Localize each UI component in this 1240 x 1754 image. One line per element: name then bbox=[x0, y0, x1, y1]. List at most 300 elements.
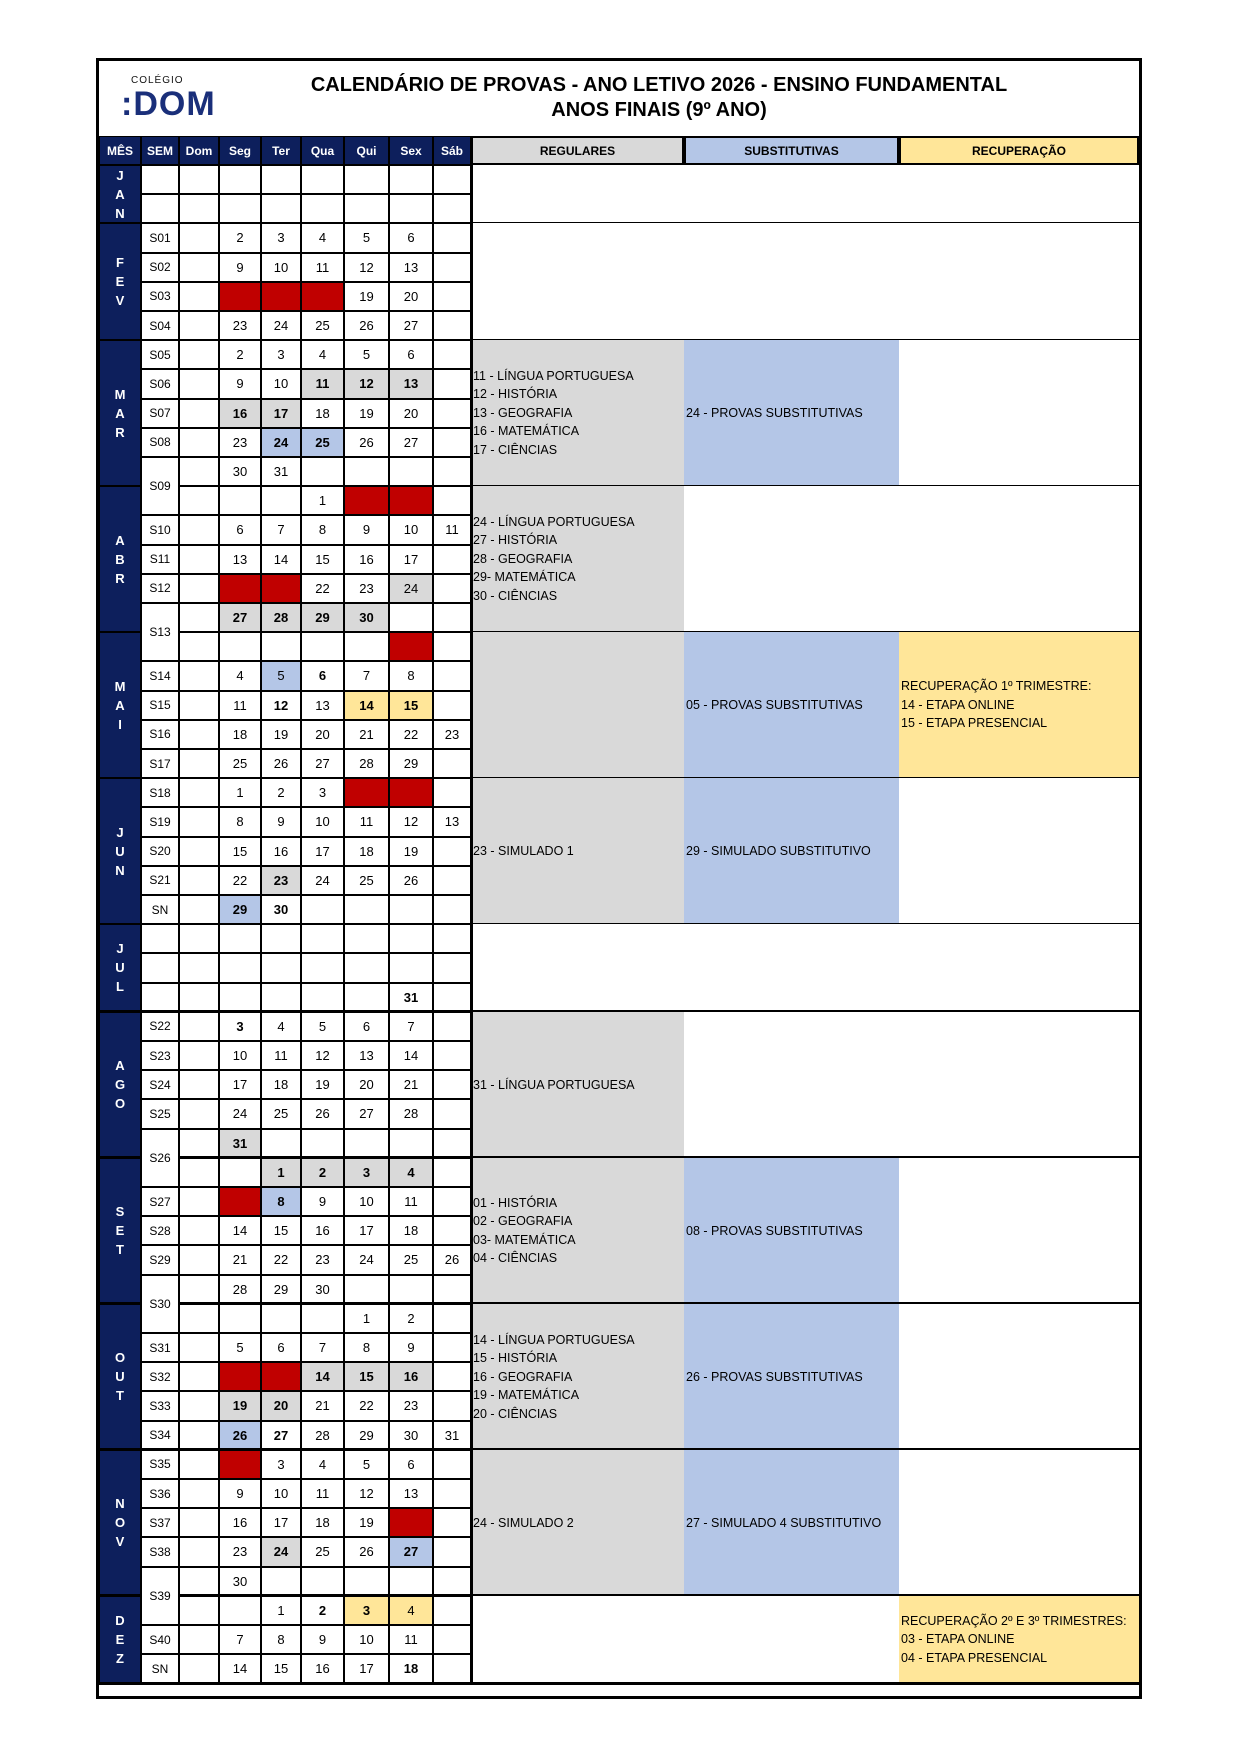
day-cell bbox=[433, 1596, 471, 1625]
week-label: S39 bbox=[141, 1567, 179, 1625]
day-cell: 12 bbox=[261, 691, 301, 720]
day-cell bbox=[433, 1333, 471, 1362]
month-letter: S bbox=[115, 1204, 125, 1220]
day-cell: 15 bbox=[344, 1362, 389, 1391]
day-cell: 24 bbox=[301, 866, 344, 895]
month-letter: J bbox=[116, 941, 124, 957]
day-cell bbox=[344, 457, 389, 486]
day-cell bbox=[261, 486, 301, 515]
day-cell: 27 bbox=[344, 1099, 389, 1128]
exam-entry: 16 - MATEMÁTICA bbox=[473, 424, 580, 439]
week-label: S01 bbox=[141, 223, 179, 252]
day-cell: 29 bbox=[389, 749, 433, 778]
day-cell: 19 bbox=[219, 1391, 261, 1420]
day-cell bbox=[344, 895, 389, 924]
day-cell bbox=[219, 282, 261, 311]
day-cell: 7 bbox=[219, 1625, 261, 1654]
day-cell bbox=[179, 574, 219, 603]
exam-block-substitutivas bbox=[684, 223, 899, 340]
month-label-mar bbox=[99, 340, 141, 486]
day-cell: 12 bbox=[344, 253, 389, 282]
day-cell bbox=[179, 691, 219, 720]
day-cell bbox=[344, 1275, 389, 1304]
day-cell: 14 bbox=[219, 1216, 261, 1245]
day-cell bbox=[433, 632, 471, 661]
day-cell bbox=[301, 1129, 344, 1158]
column-header-8: Sáb bbox=[433, 136, 471, 165]
day-cell: 10 bbox=[344, 1187, 389, 1216]
day-cell bbox=[433, 253, 471, 282]
day-cell: 30 bbox=[344, 603, 389, 632]
day-cell: 9 bbox=[344, 515, 389, 544]
month-label-jun bbox=[99, 778, 141, 924]
week-label: S40 bbox=[141, 1625, 179, 1654]
exam-block-substitutivas bbox=[684, 165, 899, 223]
day-cell bbox=[433, 1216, 471, 1245]
day-cell: 2 bbox=[301, 1158, 344, 1187]
exam-entry: RECUPERAÇÃO 1º TRIMESTRE: bbox=[901, 679, 1092, 694]
day-cell bbox=[261, 1567, 301, 1596]
day-cell bbox=[261, 983, 301, 1012]
exam-entry: 20 - CIÊNCIAS bbox=[473, 1406, 558, 1421]
day-cell bbox=[389, 1129, 433, 1158]
exam-block-recuperacao bbox=[899, 165, 1139, 223]
day-cell: 23 bbox=[219, 311, 261, 340]
day-cell: 26 bbox=[261, 749, 301, 778]
week-label: S21 bbox=[141, 866, 179, 895]
day-cell: 23 bbox=[389, 1391, 433, 1420]
day-cell: 8 bbox=[389, 661, 433, 690]
exam-block-substitutivas bbox=[684, 1596, 899, 1684]
day-cell: 17 bbox=[301, 837, 344, 866]
month-letter: M bbox=[114, 678, 126, 694]
day-cell bbox=[433, 661, 471, 690]
month-letter: U bbox=[115, 1369, 125, 1385]
day-cell bbox=[219, 1450, 261, 1479]
day-cell: 31 bbox=[433, 1421, 471, 1450]
exam-block-recuperacao bbox=[899, 1158, 1139, 1304]
header-regulares: REGULARES bbox=[471, 136, 684, 165]
day-cell bbox=[179, 1333, 219, 1362]
day-cell bbox=[433, 1391, 471, 1420]
exam-block-regulares bbox=[471, 1012, 684, 1158]
day-cell bbox=[433, 340, 471, 369]
day-cell: 25 bbox=[389, 1245, 433, 1274]
day-cell bbox=[389, 194, 433, 223]
day-cell bbox=[433, 1567, 471, 1596]
day-cell: 2 bbox=[219, 223, 261, 252]
day-cell: 30 bbox=[301, 1275, 344, 1304]
day-cell bbox=[433, 1012, 471, 1041]
exam-entry: 04 - CIÊNCIAS bbox=[473, 1251, 558, 1266]
exam-block-regulares bbox=[471, 223, 684, 340]
day-cell: 15 bbox=[261, 1654, 301, 1683]
day-cell: 29 bbox=[261, 1275, 301, 1304]
exam-entry: 28 - GEOGRAFIA bbox=[473, 551, 573, 566]
day-cell: 11 bbox=[344, 807, 389, 836]
day-cell bbox=[389, 1567, 433, 1596]
day-cell bbox=[433, 223, 471, 252]
day-cell: 26 bbox=[219, 1421, 261, 1450]
exam-entry: 23 - SIMULADO 1 bbox=[473, 843, 574, 858]
week-label: S31 bbox=[141, 1333, 179, 1362]
column-header-0: MÊS bbox=[99, 136, 141, 165]
day-cell bbox=[433, 983, 471, 1012]
week-label: S16 bbox=[141, 720, 179, 749]
logo-caption: COLÉGIO bbox=[131, 75, 184, 86]
day-cell: 25 bbox=[219, 749, 261, 778]
exam-block-substitutivas bbox=[684, 486, 899, 632]
day-cell bbox=[261, 165, 301, 194]
exam-entry: 27 - HISTÓRIA bbox=[473, 533, 558, 548]
day-cell bbox=[344, 194, 389, 223]
day-cell bbox=[433, 1654, 471, 1683]
day-cell bbox=[179, 1479, 219, 1508]
day-cell bbox=[179, 1362, 219, 1391]
day-cell: 7 bbox=[301, 1333, 344, 1362]
column-header-3: Seg bbox=[219, 136, 261, 165]
day-cell: 22 bbox=[389, 720, 433, 749]
week-label: S03 bbox=[141, 282, 179, 311]
day-cell bbox=[179, 1012, 219, 1041]
day-cell bbox=[179, 1537, 219, 1566]
header-substitutivas: SUBSTITUTIVAS bbox=[684, 136, 899, 165]
exam-block-recuperacao bbox=[899, 1304, 1139, 1450]
day-cell: 11 bbox=[301, 253, 344, 282]
exam-entry: 15 - ETAPA PRESENCIAL bbox=[901, 716, 1048, 731]
month-label-mai bbox=[99, 632, 141, 778]
day-cell bbox=[433, 778, 471, 807]
week-label: S15 bbox=[141, 691, 179, 720]
month-letter: T bbox=[116, 1388, 124, 1404]
day-cell bbox=[433, 924, 471, 953]
day-cell bbox=[344, 1129, 389, 1158]
week-label: S12 bbox=[141, 574, 179, 603]
day-cell: 19 bbox=[344, 1508, 389, 1537]
day-cell bbox=[179, 1508, 219, 1537]
logo-wordmark: :DOM bbox=[121, 85, 216, 123]
day-cell: 17 bbox=[261, 399, 301, 428]
week-label: S32 bbox=[141, 1362, 179, 1391]
day-cell: 10 bbox=[389, 515, 433, 544]
day-cell bbox=[179, 720, 219, 749]
day-cell: 11 bbox=[389, 1187, 433, 1216]
day-cell bbox=[389, 895, 433, 924]
day-cell bbox=[179, 1654, 219, 1683]
day-cell bbox=[179, 837, 219, 866]
day-cell bbox=[179, 807, 219, 836]
day-cell: 21 bbox=[344, 720, 389, 749]
day-cell: 21 bbox=[301, 1391, 344, 1420]
month-divider bbox=[99, 1682, 1139, 1685]
month-letter: A bbox=[115, 1058, 125, 1074]
day-cell: 4 bbox=[389, 1158, 433, 1187]
day-cell: 5 bbox=[219, 1333, 261, 1362]
day-cell bbox=[389, 924, 433, 953]
exam-block-regulares bbox=[471, 1596, 684, 1684]
day-cell: 15 bbox=[389, 691, 433, 720]
day-cell bbox=[301, 924, 344, 953]
day-cell bbox=[433, 1158, 471, 1187]
day-cell: 4 bbox=[261, 1012, 301, 1041]
day-cell bbox=[301, 953, 344, 982]
day-cell: 12 bbox=[344, 1479, 389, 1508]
day-cell: 3 bbox=[219, 1012, 261, 1041]
month-letter: O bbox=[114, 1515, 126, 1531]
day-cell bbox=[433, 1450, 471, 1479]
exam-block-recuperacao bbox=[899, 340, 1139, 486]
day-cell: 23 bbox=[301, 1245, 344, 1274]
day-cell bbox=[301, 1567, 344, 1596]
day-cell: 31 bbox=[261, 457, 301, 486]
day-cell: 28 bbox=[219, 1275, 261, 1304]
day-cell bbox=[179, 486, 219, 515]
day-cell: 20 bbox=[301, 720, 344, 749]
day-cell bbox=[389, 457, 433, 486]
month-letter: M bbox=[114, 386, 126, 402]
day-cell: 2 bbox=[301, 1596, 344, 1625]
day-cell: 11 bbox=[301, 1479, 344, 1508]
day-cell: 19 bbox=[344, 399, 389, 428]
week-label: S02 bbox=[141, 253, 179, 282]
exam-block-substitutivas bbox=[684, 1012, 899, 1158]
day-cell bbox=[219, 486, 261, 515]
day-cell: 19 bbox=[261, 720, 301, 749]
day-cell: 28 bbox=[344, 749, 389, 778]
day-cell bbox=[179, 1625, 219, 1654]
day-cell: 16 bbox=[219, 399, 261, 428]
exam-block-substitutivas bbox=[684, 778, 899, 924]
day-cell bbox=[179, 749, 219, 778]
month-letter: A bbox=[115, 405, 125, 421]
day-cell: 13 bbox=[344, 1041, 389, 1070]
day-cell: 3 bbox=[344, 1596, 389, 1625]
day-cell bbox=[179, 983, 219, 1012]
day-cell bbox=[179, 1216, 219, 1245]
exam-entry: 05 - PROVAS SUBSTITUTIVAS bbox=[686, 697, 863, 712]
day-cell bbox=[433, 428, 471, 457]
week-label: S36 bbox=[141, 1479, 179, 1508]
day-cell: 17 bbox=[261, 1508, 301, 1537]
day-cell bbox=[433, 1625, 471, 1654]
day-cell: 18 bbox=[389, 1654, 433, 1683]
day-cell: 4 bbox=[301, 1450, 344, 1479]
day-cell bbox=[433, 953, 471, 982]
day-cell bbox=[433, 1129, 471, 1158]
day-cell: 17 bbox=[219, 1070, 261, 1099]
exam-block-substitutivas bbox=[684, 1450, 899, 1596]
day-cell: 15 bbox=[261, 1216, 301, 1245]
day-cell: 6 bbox=[301, 661, 344, 690]
day-cell: 10 bbox=[301, 807, 344, 836]
day-cell: 10 bbox=[344, 1625, 389, 1654]
day-cell: 25 bbox=[301, 311, 344, 340]
week-label: S07 bbox=[141, 399, 179, 428]
day-cell bbox=[301, 165, 344, 194]
day-cell bbox=[433, 574, 471, 603]
day-cell bbox=[344, 778, 389, 807]
day-cell: 30 bbox=[389, 1421, 433, 1450]
week-label: S22 bbox=[141, 1012, 179, 1041]
day-cell bbox=[261, 574, 301, 603]
day-cell: 17 bbox=[389, 545, 433, 574]
exam-entry: 13 - GEOGRAFIA bbox=[473, 405, 573, 420]
day-cell bbox=[179, 1245, 219, 1274]
day-cell bbox=[219, 953, 261, 982]
week-label: S10 bbox=[141, 515, 179, 544]
day-cell: 17 bbox=[344, 1216, 389, 1245]
exam-block-regulares bbox=[471, 340, 684, 486]
day-cell bbox=[219, 574, 261, 603]
day-cell: 20 bbox=[389, 399, 433, 428]
day-cell bbox=[179, 311, 219, 340]
week-label bbox=[141, 953, 179, 982]
day-cell: 24 bbox=[219, 1099, 261, 1128]
day-cell: 19 bbox=[389, 837, 433, 866]
day-cell bbox=[433, 1537, 471, 1566]
day-cell bbox=[179, 369, 219, 398]
day-cell: 8 bbox=[301, 515, 344, 544]
day-cell: 11 bbox=[389, 1625, 433, 1654]
day-cell: 21 bbox=[389, 1070, 433, 1099]
day-cell: 5 bbox=[344, 223, 389, 252]
day-cell bbox=[179, 924, 219, 953]
day-cell: 22 bbox=[261, 1245, 301, 1274]
day-cell: 21 bbox=[219, 1245, 261, 1274]
day-cell: 14 bbox=[261, 545, 301, 574]
day-cell: 30 bbox=[261, 895, 301, 924]
day-cell: 6 bbox=[389, 1450, 433, 1479]
day-cell bbox=[179, 457, 219, 486]
exam-entry: 24 - SIMULADO 2 bbox=[473, 1515, 574, 1530]
day-cell: 25 bbox=[301, 1537, 344, 1566]
day-cell: 15 bbox=[219, 837, 261, 866]
exam-entry: 14 - ETAPA ONLINE bbox=[901, 697, 1015, 712]
exam-block-regulares bbox=[471, 486, 684, 632]
day-cell: 11 bbox=[261, 1041, 301, 1070]
week-label: S35 bbox=[141, 1450, 179, 1479]
day-cell: 22 bbox=[344, 1391, 389, 1420]
day-cell bbox=[179, 399, 219, 428]
week-label: S17 bbox=[141, 749, 179, 778]
day-cell bbox=[433, 1479, 471, 1508]
day-cell bbox=[179, 953, 219, 982]
day-cell bbox=[344, 632, 389, 661]
day-cell: 5 bbox=[301, 1012, 344, 1041]
month-letter: A bbox=[115, 532, 125, 548]
day-cell bbox=[219, 194, 261, 223]
day-cell: 3 bbox=[344, 1158, 389, 1187]
day-cell bbox=[179, 1304, 219, 1333]
month-letter: E bbox=[115, 1632, 125, 1648]
day-cell: 5 bbox=[261, 661, 301, 690]
day-cell bbox=[389, 603, 433, 632]
day-cell: 20 bbox=[261, 1391, 301, 1420]
day-cell bbox=[433, 399, 471, 428]
exam-entry: 27 - SIMULADO 4 SUBSTITUTIVO bbox=[686, 1515, 882, 1530]
day-cell: 29 bbox=[219, 895, 261, 924]
title-line-1: CALENDÁRIO DE PROVAS - ANO LETIVO 2026 - ENSINO FUNDAMENTAL bbox=[310, 74, 1008, 96]
day-cell: 8 bbox=[261, 1625, 301, 1654]
day-cell bbox=[389, 778, 433, 807]
day-cell: 8 bbox=[261, 1187, 301, 1216]
day-cell bbox=[219, 632, 261, 661]
day-cell bbox=[179, 515, 219, 544]
day-cell bbox=[389, 1275, 433, 1304]
week-label: S37 bbox=[141, 1508, 179, 1537]
day-cell: 9 bbox=[301, 1625, 344, 1654]
day-cell bbox=[389, 632, 433, 661]
day-cell: 6 bbox=[389, 223, 433, 252]
day-cell: 4 bbox=[219, 661, 261, 690]
day-cell bbox=[179, 194, 219, 223]
day-cell: 22 bbox=[301, 574, 344, 603]
day-cell: 2 bbox=[219, 340, 261, 369]
section-divider bbox=[470, 136, 473, 1683]
day-cell: 27 bbox=[389, 1537, 433, 1566]
week-label: S14 bbox=[141, 661, 179, 690]
day-cell: 16 bbox=[219, 1508, 261, 1537]
exam-entry: 08 - PROVAS SUBSTITUTIVAS bbox=[686, 1223, 863, 1238]
day-cell bbox=[344, 165, 389, 194]
day-cell: 23 bbox=[344, 574, 389, 603]
day-cell: 9 bbox=[301, 1187, 344, 1216]
week-label: S13 bbox=[141, 603, 179, 661]
day-cell: 28 bbox=[301, 1421, 344, 1450]
day-cell: 27 bbox=[219, 603, 261, 632]
week-label: S05 bbox=[141, 340, 179, 369]
day-cell: 24 bbox=[261, 311, 301, 340]
day-cell: 3 bbox=[261, 340, 301, 369]
day-cell bbox=[219, 1304, 261, 1333]
month-label-out bbox=[99, 1304, 141, 1450]
day-cell: 27 bbox=[301, 749, 344, 778]
day-cell: 15 bbox=[301, 545, 344, 574]
day-cell bbox=[344, 953, 389, 982]
day-cell bbox=[261, 1129, 301, 1158]
day-cell: 26 bbox=[433, 1245, 471, 1274]
day-cell: 9 bbox=[219, 1479, 261, 1508]
day-cell: 16 bbox=[344, 545, 389, 574]
calendar-sheet bbox=[96, 58, 1142, 1699]
day-cell: 13 bbox=[389, 253, 433, 282]
day-cell: 10 bbox=[261, 369, 301, 398]
week-label: S26 bbox=[141, 1129, 179, 1187]
day-cell: 14 bbox=[219, 1654, 261, 1683]
day-cell bbox=[433, 194, 471, 223]
day-cell bbox=[179, 1391, 219, 1420]
day-cell bbox=[179, 340, 219, 369]
day-cell bbox=[179, 253, 219, 282]
exam-block-recuperacao bbox=[899, 1012, 1139, 1158]
exam-entry: 24 - LÍNGUA PORTUGUESA bbox=[473, 514, 635, 529]
week-label: S27 bbox=[141, 1187, 179, 1216]
header bbox=[99, 61, 1139, 138]
exam-block-substitutivas bbox=[684, 924, 899, 1012]
day-cell: 24 bbox=[261, 428, 301, 457]
day-cell: 12 bbox=[344, 369, 389, 398]
day-cell bbox=[433, 1041, 471, 1070]
column-header-7: Sex bbox=[389, 136, 433, 165]
month-letter: J bbox=[116, 167, 124, 183]
month-letter: U bbox=[115, 843, 125, 859]
month-label-ago bbox=[99, 1012, 141, 1158]
month-letter: N bbox=[115, 205, 125, 221]
day-cell bbox=[433, 1362, 471, 1391]
month-label-abr bbox=[99, 486, 141, 632]
day-cell: 20 bbox=[389, 282, 433, 311]
exam-block-recuperacao bbox=[899, 486, 1139, 632]
